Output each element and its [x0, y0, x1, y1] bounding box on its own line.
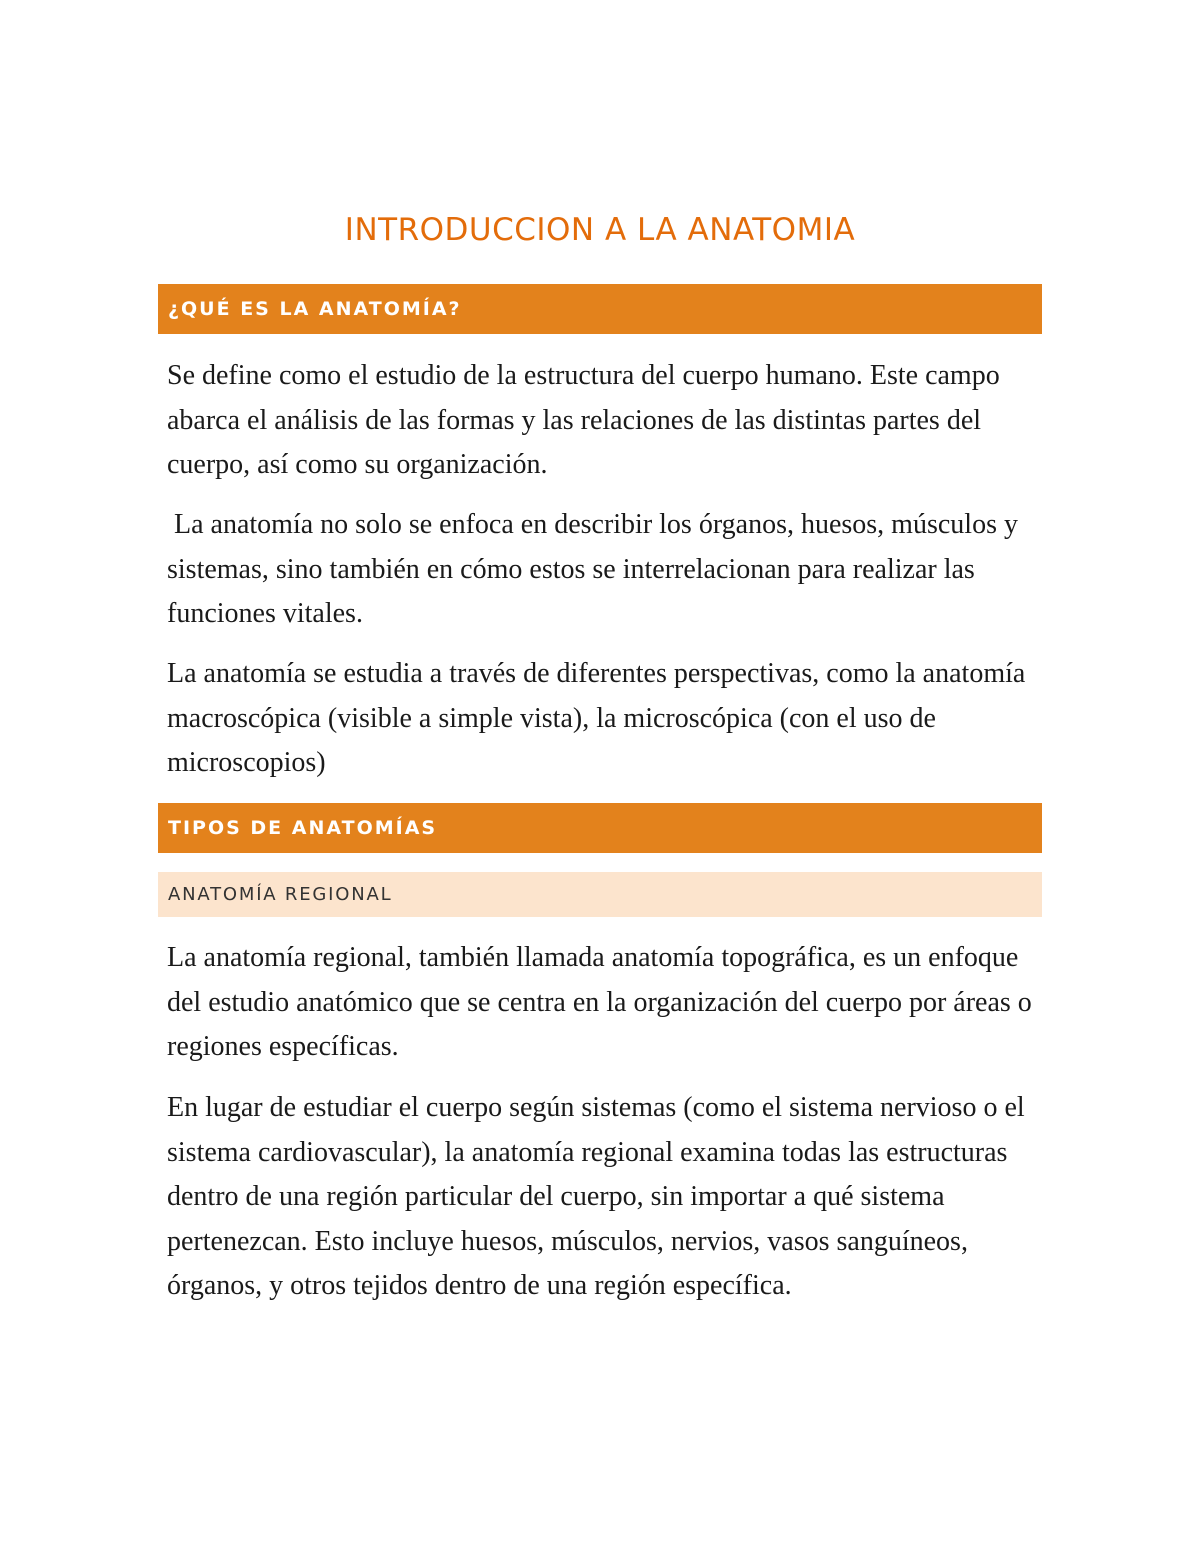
section-heading-label: ¿QUÉ ES LA ANATOMÍA? [168, 298, 462, 320]
section-heading-tipos [158, 803, 1042, 853]
paragraph: La anatomía se estudia a través de diferentes perspectivas, como la anatomía macroscópica (visible a simple vista), la microscópica (con el uso de microscopios) [167, 658, 1026, 778]
paragraph: Se define como el estudio de la estructura del cuerpo humano. Este campo abarca el análisis de las formas y las relaciones de las distintas partes del cuerpo, así como su organización. [167, 360, 1000, 480]
section-heading-que-es [158, 284, 1042, 334]
paragraph: En lugar de estudiar el cuerpo según sistemas (como el sistema nervioso o el sistema cardiovascular), la anatomía regional examina todas las estructuras dentro de una región particular del cuerpo, sin importar a qué sistema pertenezcan. Esto incluye huesos, músculos, nervios, vasos sanguíneos, órganos, y otros tejidos dentro de una región específica. [167, 1092, 1025, 1301]
document-title: INTRODUCCION A LA ANATOMIA [344, 212, 856, 248]
section-heading-label: TIPOS DE ANATOMÍAS [168, 817, 438, 839]
paragraph: La anatomía regional, también llamada anatomía topográfica, es un enfoque del estudio anatómico que se centra en la organización del cuerpo por áreas o regiones específicas. [167, 942, 1032, 1062]
paragraph: La anatomía no solo se enfoca en describir los órganos, huesos, músculos y sistemas, sino también en cómo estos se interrelacionan para realizar las funciones vitales. [167, 509, 1025, 629]
subsection-heading-regional [158, 872, 1042, 917]
subsection-heading-label: ANATOMÍA REGIONAL [168, 884, 393, 905]
